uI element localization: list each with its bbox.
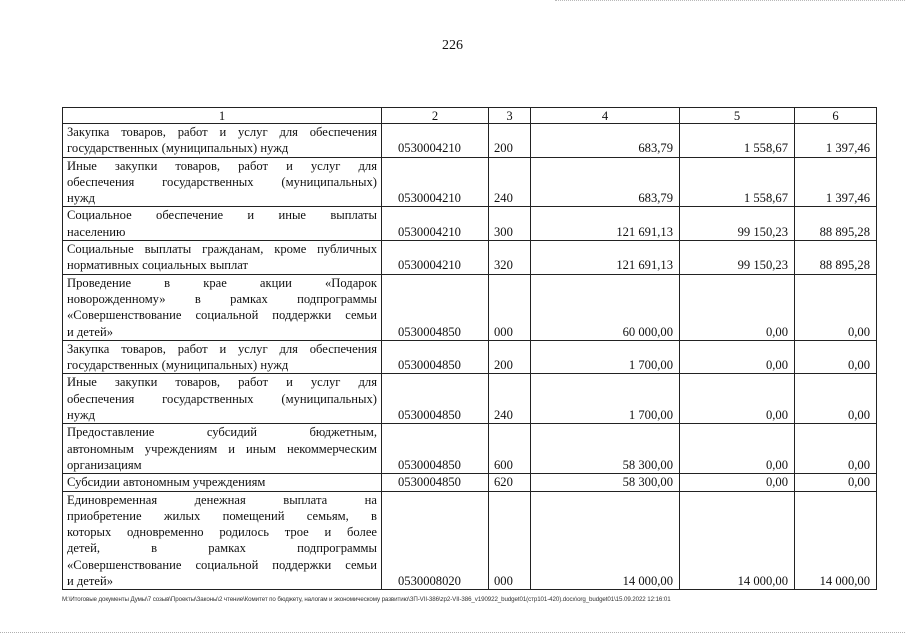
description-line: нужд xyxy=(67,191,95,206)
amount-year-2: 0,00 xyxy=(680,340,795,374)
description-line: населению xyxy=(67,224,126,239)
top-edge-line xyxy=(555,0,905,5)
amount-year-3: 0,00 xyxy=(795,340,877,374)
amount-year-1: 121 691,13 xyxy=(531,207,680,241)
description-line: и детей» xyxy=(67,324,114,339)
target-article-code: 0530004210 xyxy=(382,157,489,207)
expense-group-code: 000 xyxy=(489,491,531,590)
amount-year-1: 1 700,00 xyxy=(531,374,680,424)
description-line: Предоставление субсидий бюджетным, xyxy=(67,425,377,440)
amount-year-3: 0,00 xyxy=(795,424,877,474)
target-article-code: 0530008020 xyxy=(382,491,489,590)
description-line: Субсидии автономным учреждениям xyxy=(67,475,266,490)
description-line: Закупка товаров, работ и услуг для обеспечения xyxy=(67,125,377,139)
description-line: которых одновременно родилось трое и более xyxy=(67,525,377,540)
description-line: организациям xyxy=(67,457,142,472)
header-col-1: 1 xyxy=(63,108,382,124)
table-row xyxy=(63,124,877,158)
table-row xyxy=(63,207,877,241)
description-line: и детей» xyxy=(67,574,114,589)
header-col-4: 4 xyxy=(531,108,680,124)
description-line: нужд xyxy=(67,408,95,423)
expense-group-code: 200 xyxy=(489,340,531,374)
amount-year-3: 1 397,46 xyxy=(795,157,877,207)
amount-year-2: 0,00 xyxy=(680,474,795,491)
amount-year-3: 88 895,28 xyxy=(795,241,877,275)
amount-year-2: 14 000,00 xyxy=(680,491,795,590)
amount-year-3: 0,00 xyxy=(795,374,877,424)
amount-year-1: 58 300,00 xyxy=(531,424,680,474)
expense-group-code: 240 xyxy=(489,157,531,207)
description-line: Социальные выплаты гражданам, кроме публичных xyxy=(67,242,377,257)
description-line: Иные закупки товаров, работ и услуг для xyxy=(67,158,377,173)
description-line: Закупка товаров, работ и услуг для обеспечения xyxy=(67,341,377,356)
target-article-code: 0530004850 xyxy=(382,340,489,374)
table-row xyxy=(63,340,877,374)
expense-group-code: 620 xyxy=(489,474,531,491)
row-description xyxy=(63,124,382,158)
description-line: детей, в рамках подпрограммы xyxy=(67,541,377,556)
target-article-code: 0530004850 xyxy=(382,274,489,340)
amount-year-2: 1 558,67 xyxy=(680,157,795,207)
amount-year-1: 14 000,00 xyxy=(531,491,680,590)
table-row xyxy=(63,424,877,474)
amount-year-1: 1 700,00 xyxy=(531,340,680,374)
description-line: обеспечения государственных (муниципальных) xyxy=(67,174,377,189)
description-line: нормативных социальных выплат xyxy=(67,258,249,273)
amount-year-2: 99 150,23 xyxy=(680,207,795,241)
description-line: «Совершенствование социальной поддержки семьи xyxy=(67,308,377,323)
row-description xyxy=(63,207,382,241)
amount-year-1: 58 300,00 xyxy=(531,474,680,491)
description-line: приобретение жилых помещений семьям, в xyxy=(67,508,377,523)
target-article-code: 0530004210 xyxy=(382,207,489,241)
row-description xyxy=(63,157,382,207)
description-line: Проведение в крае акции «Подарок xyxy=(67,275,377,290)
description-line: Единовременная денежная выплата на xyxy=(67,492,377,507)
table-row xyxy=(63,491,877,590)
table-row xyxy=(63,374,877,424)
table-row xyxy=(63,474,877,491)
amount-year-2: 1 558,67 xyxy=(680,124,795,158)
target-article-code: 0530004850 xyxy=(382,424,489,474)
budget-table xyxy=(62,107,877,590)
table-row xyxy=(63,274,877,340)
target-article-code: 0530004210 xyxy=(382,241,489,275)
table-row xyxy=(63,157,877,207)
amount-year-2: 0,00 xyxy=(680,374,795,424)
row-description xyxy=(63,491,382,590)
expense-group-code: 600 xyxy=(489,424,531,474)
amount-year-1: 683,79 xyxy=(531,157,680,207)
amount-year-1: 60 000,00 xyxy=(531,274,680,340)
description-line: Социальное обеспечение и иные выплаты xyxy=(67,208,377,223)
description-line: Иные закупки товаров, работ и услуг для xyxy=(67,375,377,390)
expense-group-code: 300 xyxy=(489,207,531,241)
amount-year-1: 683,79 xyxy=(531,124,680,158)
description-line: обеспечения государственных (муниципальных) xyxy=(67,391,377,406)
expense-group-code: 320 xyxy=(489,241,531,275)
amount-year-2: 0,00 xyxy=(680,424,795,474)
amount-year-3: 1 397,46 xyxy=(795,124,877,158)
bottom-edge-line xyxy=(0,632,905,635)
description-line: государственных (муниципальных) нужд xyxy=(67,141,289,156)
amount-year-3: 88 895,28 xyxy=(795,207,877,241)
expense-group-code: 200 xyxy=(489,124,531,158)
row-description xyxy=(63,474,382,491)
page-number: 226 xyxy=(442,38,463,53)
header-col-2: 2 xyxy=(382,108,489,124)
document-file-path: М:\Итоговые документы Думы\7 созыв\Проекты\Законы\2 чтение\Комитет по бюджету, налогам и экономическому развитию\ЗП-VII-386\zp2-VII-386_v190922_budget01(стр101-420).docx\org_budget01\15.09.2022 12:16:01 xyxy=(62,596,671,603)
table-row xyxy=(63,241,877,275)
amount-year-3: 14 000,00 xyxy=(795,491,877,590)
row-description xyxy=(63,424,382,474)
expense-group-code: 000 xyxy=(489,274,531,340)
description-line: «Совершенствование социальной поддержки семьи xyxy=(67,557,377,572)
amount-year-3: 0,00 xyxy=(795,474,877,491)
expense-group-code: 240 xyxy=(489,374,531,424)
description-line: государственных (муниципальных) нужд xyxy=(67,358,289,373)
row-description xyxy=(63,374,382,424)
row-description xyxy=(63,241,382,275)
target-article-code: 0530004210 xyxy=(382,124,489,158)
description-line: новорожденному» в рамках подпрограммы xyxy=(67,291,377,306)
header-col-5: 5 xyxy=(680,108,795,124)
row-description xyxy=(63,274,382,340)
header-col-6: 6 xyxy=(795,108,877,124)
description-line: автономным учреждениям и иным некоммерческим xyxy=(67,441,377,456)
amount-year-2: 99 150,23 xyxy=(680,241,795,275)
amount-year-2: 0,00 xyxy=(680,274,795,340)
amount-year-1: 121 691,13 xyxy=(531,241,680,275)
target-article-code: 0530004850 xyxy=(382,374,489,424)
target-article-code: 0530004850 xyxy=(382,474,489,491)
table-header-row xyxy=(63,108,877,124)
amount-year-3: 0,00 xyxy=(795,274,877,340)
header-col-3: 3 xyxy=(489,108,531,124)
row-description xyxy=(63,340,382,374)
